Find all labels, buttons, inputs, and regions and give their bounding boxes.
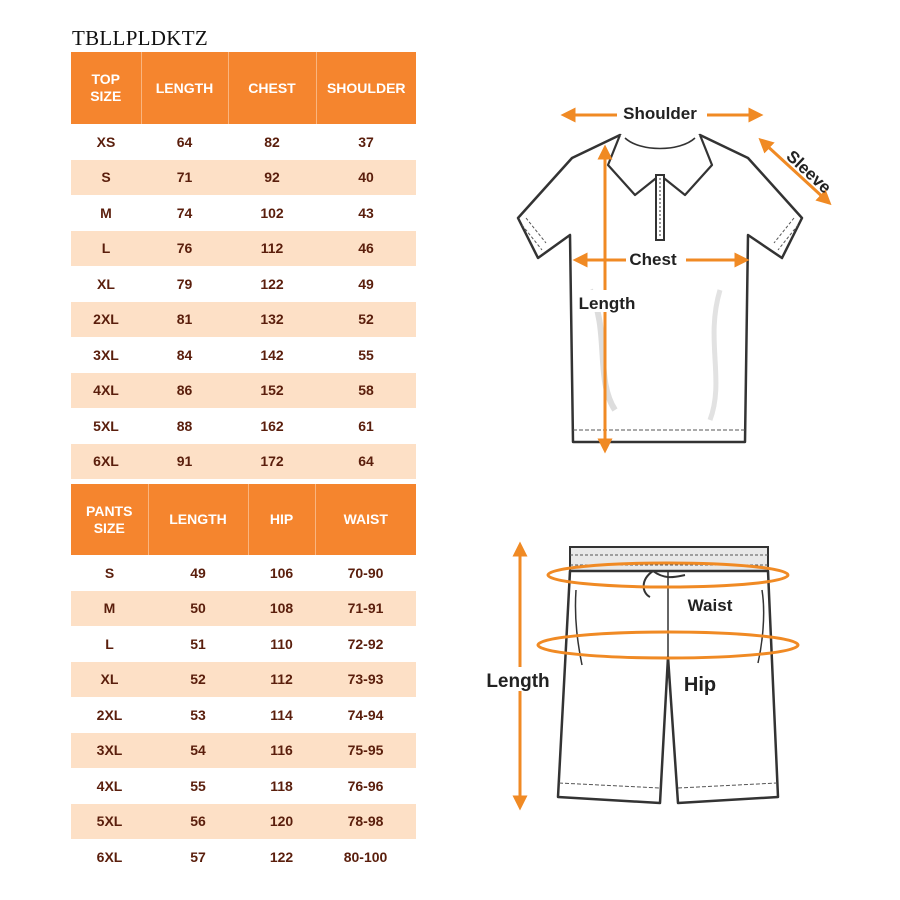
table-row xyxy=(71,195,416,231)
measurement-cell: 86 xyxy=(141,373,228,409)
measurement-cell: 70-90 xyxy=(347,564,384,581)
header-length: LENGTH xyxy=(148,484,248,555)
table-row xyxy=(71,124,416,160)
table-row xyxy=(71,839,416,875)
header-chest: CHEST xyxy=(228,52,316,124)
measurement-cell: 118 xyxy=(270,777,293,794)
shorts-measurement-diagram xyxy=(470,535,800,820)
measurement-cell: 76 xyxy=(141,231,228,267)
measurement-cell: 43 xyxy=(358,204,374,221)
size-cell: 2XL xyxy=(71,302,141,338)
measurement-cell: 122 xyxy=(269,848,294,865)
table-row xyxy=(71,662,416,698)
pants-size-table xyxy=(71,484,416,875)
top-table-header xyxy=(71,52,416,124)
measurement-cell: 120 xyxy=(248,804,315,840)
header-length: LENGTH xyxy=(141,52,228,124)
size-cell: S xyxy=(104,564,115,581)
measurement-cell: 55 xyxy=(190,777,206,794)
shoulder-label: Shoulder xyxy=(623,104,697,123)
table-row xyxy=(71,302,416,338)
measurement-cell: 72-92 xyxy=(347,635,384,652)
header-shoulder: SHOULDER xyxy=(316,52,416,124)
measurement-cell: 71 xyxy=(141,160,228,196)
measurement-cell: 64 xyxy=(176,133,193,150)
size-cell: 2XL xyxy=(96,706,123,723)
table-row xyxy=(71,768,416,804)
measurement-cell: 53 xyxy=(190,706,206,723)
measurement-cell: 74 xyxy=(176,204,193,221)
size-cell: XL xyxy=(97,275,115,292)
table-row xyxy=(71,337,416,373)
measurement-cell: 73-93 xyxy=(315,662,416,698)
measurement-cell: 75-95 xyxy=(315,733,416,769)
measurement-cell: 54 xyxy=(148,733,248,769)
size-cell: 6XL xyxy=(96,848,123,865)
sleeve-label: Sleeve xyxy=(782,146,835,198)
measurement-cell: 172 xyxy=(228,444,316,480)
top-size-table xyxy=(71,52,416,479)
measurement-cell: 112 xyxy=(248,662,315,698)
measurement-cell: 76-96 xyxy=(347,777,384,794)
pants-table-header xyxy=(71,484,416,555)
measurement-cell: 57 xyxy=(190,848,206,865)
measurement-cell: 108 xyxy=(248,591,315,627)
measurement-cell: 132 xyxy=(228,302,316,338)
header-pants-size: PANTS SIZE xyxy=(71,484,148,555)
size-cell: 5XL xyxy=(93,417,119,434)
measurement-cell: 49 xyxy=(190,564,206,581)
measurement-cell: 55 xyxy=(358,346,374,363)
measurement-cell: 84 xyxy=(176,346,193,363)
measurement-cell: 82 xyxy=(264,133,280,150)
shorts-length-label: Length xyxy=(486,671,550,692)
measurement-cell: 106 xyxy=(269,564,294,581)
table-row xyxy=(71,555,416,591)
header-waist: WAIST xyxy=(315,484,416,555)
brand-name: TBLLPLDKTZ xyxy=(72,26,208,50)
table-row xyxy=(71,160,416,196)
size-cell: 3XL xyxy=(71,733,148,769)
measurement-cell: 122 xyxy=(260,275,284,292)
measurement-cell: 58 xyxy=(316,373,416,409)
size-cell: XS xyxy=(96,133,116,150)
table-row xyxy=(71,444,416,480)
size-cell: 6XL xyxy=(71,444,141,480)
header-top-size: TOP SIZE xyxy=(71,52,141,124)
size-cell: M xyxy=(71,591,148,627)
table-row xyxy=(71,408,416,444)
measurement-cell: 162 xyxy=(260,417,284,434)
header-hip: HIP xyxy=(248,484,315,555)
measurement-cell: 92 xyxy=(228,160,316,196)
chest-label: Chest xyxy=(629,250,677,269)
size-cell: 5XL xyxy=(71,804,148,840)
size-cell: 4XL xyxy=(96,777,123,794)
table-row xyxy=(71,373,416,409)
table-row xyxy=(71,804,416,840)
measurement-cell: 112 xyxy=(228,231,316,267)
measurement-cell: 91 xyxy=(141,444,228,480)
measurement-cell: 56 xyxy=(148,804,248,840)
size-cell: 4XL xyxy=(71,373,141,409)
measurement-cell: 37 xyxy=(358,133,374,150)
table-row xyxy=(71,266,416,302)
measurement-cell: 81 xyxy=(141,302,228,338)
table-row xyxy=(71,626,416,662)
measurement-cell: 78-98 xyxy=(315,804,416,840)
measurement-cell: 142 xyxy=(260,346,284,363)
measurement-cell: 74-94 xyxy=(347,706,384,723)
measurement-cell: 152 xyxy=(228,373,316,409)
hip-label: Hip xyxy=(683,674,717,696)
size-cell: L xyxy=(105,635,114,652)
table-row xyxy=(71,733,416,769)
measurement-cell: 71-91 xyxy=(315,591,416,627)
size-cell: XL xyxy=(71,662,148,698)
measurement-cell: 114 xyxy=(270,706,293,723)
polo-shirt-icon xyxy=(518,135,802,442)
table-row xyxy=(71,697,416,733)
measurement-cell: 64 xyxy=(316,444,416,480)
size-cell: M xyxy=(100,204,112,221)
measurement-cell: 61 xyxy=(358,417,374,434)
size-cell: S xyxy=(71,160,141,196)
measurement-cell: 52 xyxy=(316,302,416,338)
measurement-cell: 40 xyxy=(316,160,416,196)
table-row xyxy=(71,231,416,267)
measurement-cell: 88 xyxy=(176,417,193,434)
measurement-cell: 51 xyxy=(190,635,206,652)
measurement-cell: 79 xyxy=(176,275,193,292)
measurement-cell: 110 xyxy=(270,635,293,652)
measurement-cell: 116 xyxy=(248,733,315,769)
measurement-cell: 50 xyxy=(148,591,248,627)
waist-label: Waist xyxy=(687,596,733,615)
measurement-cell: 102 xyxy=(260,204,284,221)
measurement-cell: 80-100 xyxy=(343,848,388,865)
measurement-cell: 49 xyxy=(358,275,374,292)
measurement-cell: 46 xyxy=(316,231,416,267)
table-row xyxy=(71,591,416,627)
shirt-measurement-diagram xyxy=(500,90,850,470)
shirt-length-label: Length xyxy=(578,294,636,313)
measurement-cell: 52 xyxy=(148,662,248,698)
size-cell: 3XL xyxy=(93,346,119,363)
size-cell: L xyxy=(71,231,141,267)
